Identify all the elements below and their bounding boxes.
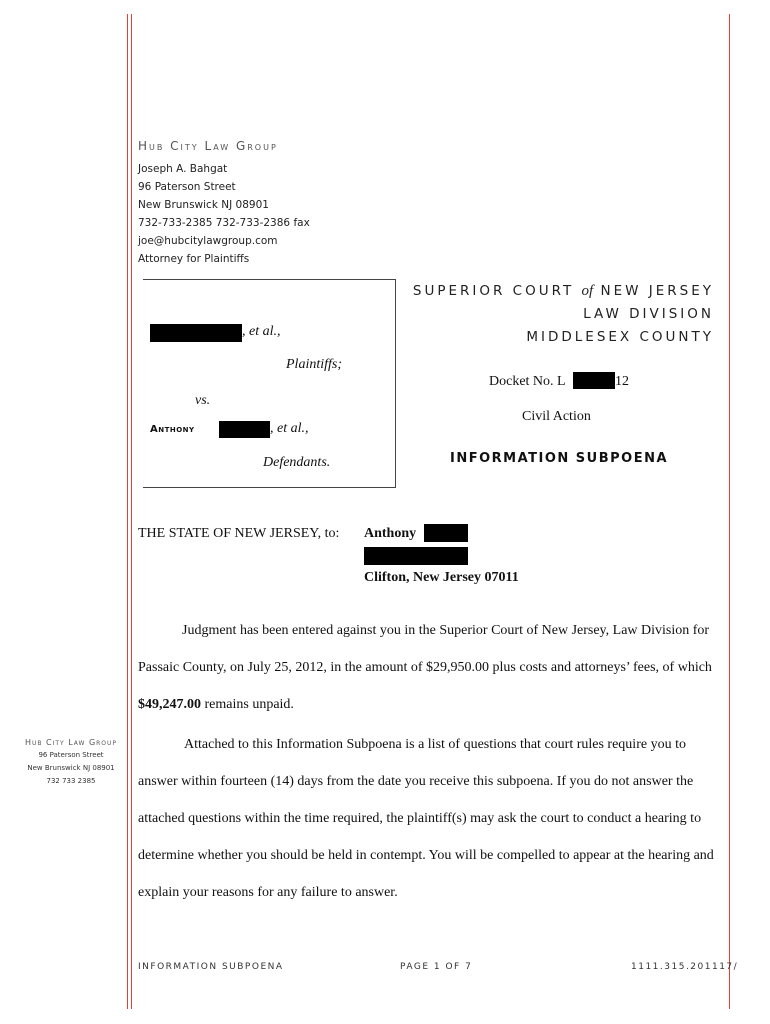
footer-file-number: 1111.315.201117/ [631,962,739,972]
sidebar-firm-name: Hub City Law Group [24,738,118,747]
firm-phone: 732-733-2385 732-733-2386 fax [138,217,310,229]
firm-email: joe@hubcitylawgroup.com [138,235,278,247]
court-county: MIDDLESEX COUNTY [526,329,714,345]
court-name: SUPERIOR COURT of NEW JERSEY [412,283,714,299]
court-division: LAW DIVISION [583,306,714,322]
redaction-plaintiff [150,324,242,342]
firm-name: Hub City Law Group [138,139,278,153]
docket-suffix: 12 [615,374,629,389]
attorney-role: Attorney for Plaintiffs [138,253,250,265]
sidebar-phone: 732 733 2385 [46,777,96,785]
judgment-paragraph: Judgment has been entered against you in the Superior Court of New Jersey, Law Division for Passaic County, on July 25, 2012, in the amount of $29,950.00 plus costs and attorneys’ fees, of which $49,247.00 remains unpaid. [138,623,712,712]
unpaid-amount: $49,247.00 [138,697,201,712]
redaction-defendant [219,421,270,438]
attorney-name: Joseph A. Bahgat [138,163,228,175]
footer-title: INFORMATION SUBPOENA [138,962,284,972]
margin-rule-left-1 [127,14,128,1009]
sidebar-city: New Brunswick NJ 08901 [27,764,115,772]
sidebar-letterhead [16,736,126,788]
plaintiffs-label: Plaintiffs; [286,357,342,372]
versus-label: vs. [195,393,211,408]
redaction-addressee-surname [424,524,468,542]
redaction-docket [573,372,615,389]
defendant-suffix: , et al., [270,421,309,436]
firm-city: New Brunswick NJ 08901 [138,199,269,211]
plaintiff-suffix: , et al., [242,324,281,339]
defendants-label: Defendants. [263,455,331,470]
addressee-city: Clifton, New Jersey 07011 [364,570,519,585]
docket-prefix: Docket No. L [489,374,566,389]
margin-rule-left-2 [131,14,132,1009]
instructions-paragraph: Attached to this Information Subpoena is a list of questions that court rules require you to answer within fourteen (14) days from the date you receive this subpoena. If you do not answer the attached questions within the time required, the plaintiff(s) may ask the court to conduct a hearing to determine whether you should be held in contempt. You will be compelled to appear at the hearing and explain your reasons for any failure to answer. [138,737,714,900]
margin-rule-right [729,14,730,1009]
addressee-lead: THE STATE OF NEW JERSEY, to: [138,526,340,541]
addressee-name: Anthony [364,526,417,541]
defendant-first-name: Anthony [150,424,195,435]
firm-address-block [138,160,310,268]
sidebar-street: 96 Paterson Street [38,751,104,759]
civil-action-label: Civil Action [522,409,591,424]
document-title: INFORMATION SUBPOENA [450,451,669,466]
footer-page-number: PAGE 1 OF 7 [400,962,473,972]
firm-street: 96 Paterson Street [138,181,236,193]
redaction-addressee-street [364,547,468,565]
